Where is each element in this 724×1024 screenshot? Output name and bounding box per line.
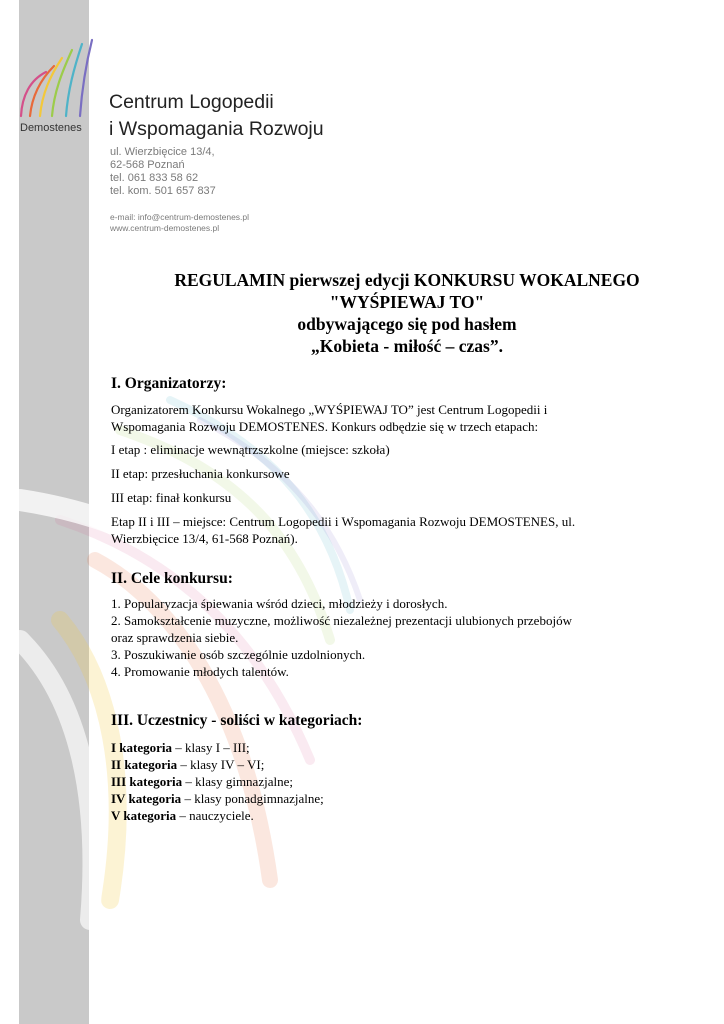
category-desc: – klasy IV – VI; <box>177 757 265 772</box>
section1-intro-line2: Wspomagania Rozwoju DEMOSTENES. Konkurs odbędzie się w trzech etapach: <box>111 419 539 434</box>
address-street: ul. Wierzbięcice 13/4, <box>110 146 215 158</box>
document-title-line2: "WYŚPIEWAJ TO" <box>329 292 485 312</box>
category-line-1 <box>111 739 250 756</box>
category-name: I kategoria <box>111 740 173 755</box>
address-city: 62-568 Poznań <box>110 159 185 171</box>
section2-heading: II. Cele konkursu: <box>111 570 233 587</box>
category-name: II kategoria <box>111 757 178 772</box>
category-name: IV kategoria <box>111 791 182 806</box>
section1-stage2: II etap: przesłuchania konkursowe <box>111 466 290 481</box>
section2-line3: oraz sprawdzenia siebie. <box>111 630 239 645</box>
org-name-line1: Centrum Logopedii <box>109 91 274 113</box>
left-gray-stripe <box>19 0 89 1024</box>
category-name: V kategoria <box>111 808 177 823</box>
category-desc: – klasy gimnazjalne; <box>182 774 293 789</box>
section1-heading: I. Organizatorzy: <box>111 375 227 392</box>
section2-line2: 2. Samokształcenie muzyczne, możliwość niezależnej prezentacji ulubionych przebojów <box>111 613 572 628</box>
website-text: www.centrum-demostenes.pl <box>110 223 220 233</box>
brand-wordmark: Demostenes <box>20 122 82 134</box>
category-line-4 <box>111 790 324 807</box>
section2-line5: 4. Promowanie młodych talentów. <box>111 664 289 679</box>
category-line-5 <box>111 807 254 824</box>
document-title-line1: REGULAMIN pierwszej edycji KONKURSU WOKALNEGO <box>174 270 640 290</box>
section2-line1: 1. Popularyzacja śpiewania wśród dzieci, młodzieży i dorosłych. <box>111 596 448 611</box>
category-name: III kategoria <box>111 774 183 789</box>
rainbow-logo-icon <box>16 36 96 120</box>
document-title-line3: odbywającego się pod hasłem <box>297 314 517 334</box>
document-title-line4: „Kobieta - miłość – czas”. <box>311 336 503 356</box>
section2-line4: 3. Poszukiwanie osób szczególnie uzdolnionych. <box>111 647 366 662</box>
phone-landline: tel. 061 833 58 62 <box>110 172 199 184</box>
section3-heading: III. Uczestnicy - soliści w kategoriach: <box>111 712 363 729</box>
section1-stage1: I etap : eliminacje wewnątrzszkolne (miejsce: szkoła) <box>111 442 390 457</box>
category-desc: – nauczyciele. <box>176 808 254 823</box>
category-desc: – klasy ponadgimnazjalne; <box>181 791 324 806</box>
section1-venue-line2: Wierzbięcice 13/4, 61-568 Poznań). <box>111 531 298 546</box>
org-name-line2: i Wspomagania Rozwoju <box>109 118 324 140</box>
phone-mobile: tel. kom. 501 657 837 <box>110 185 216 197</box>
section1-stage3: III etap: finał konkursu <box>111 490 232 505</box>
section1-venue-line1: Etap II i III – miejsce: Centrum Logopedii i Wspomagania Rozwoju DEMOSTENES, ul. <box>111 514 576 529</box>
category-line-2 <box>111 756 264 773</box>
category-desc: – klasy I – III; <box>172 740 250 755</box>
section1-intro-line1: Organizatorem Konkursu Wokalnego „WYŚPIEWAJ TO” jest Centrum Logopedii i <box>111 402 548 417</box>
email-text: e-mail: info@centrum-demostenes.pl <box>110 212 250 222</box>
category-line-3 <box>111 773 293 790</box>
